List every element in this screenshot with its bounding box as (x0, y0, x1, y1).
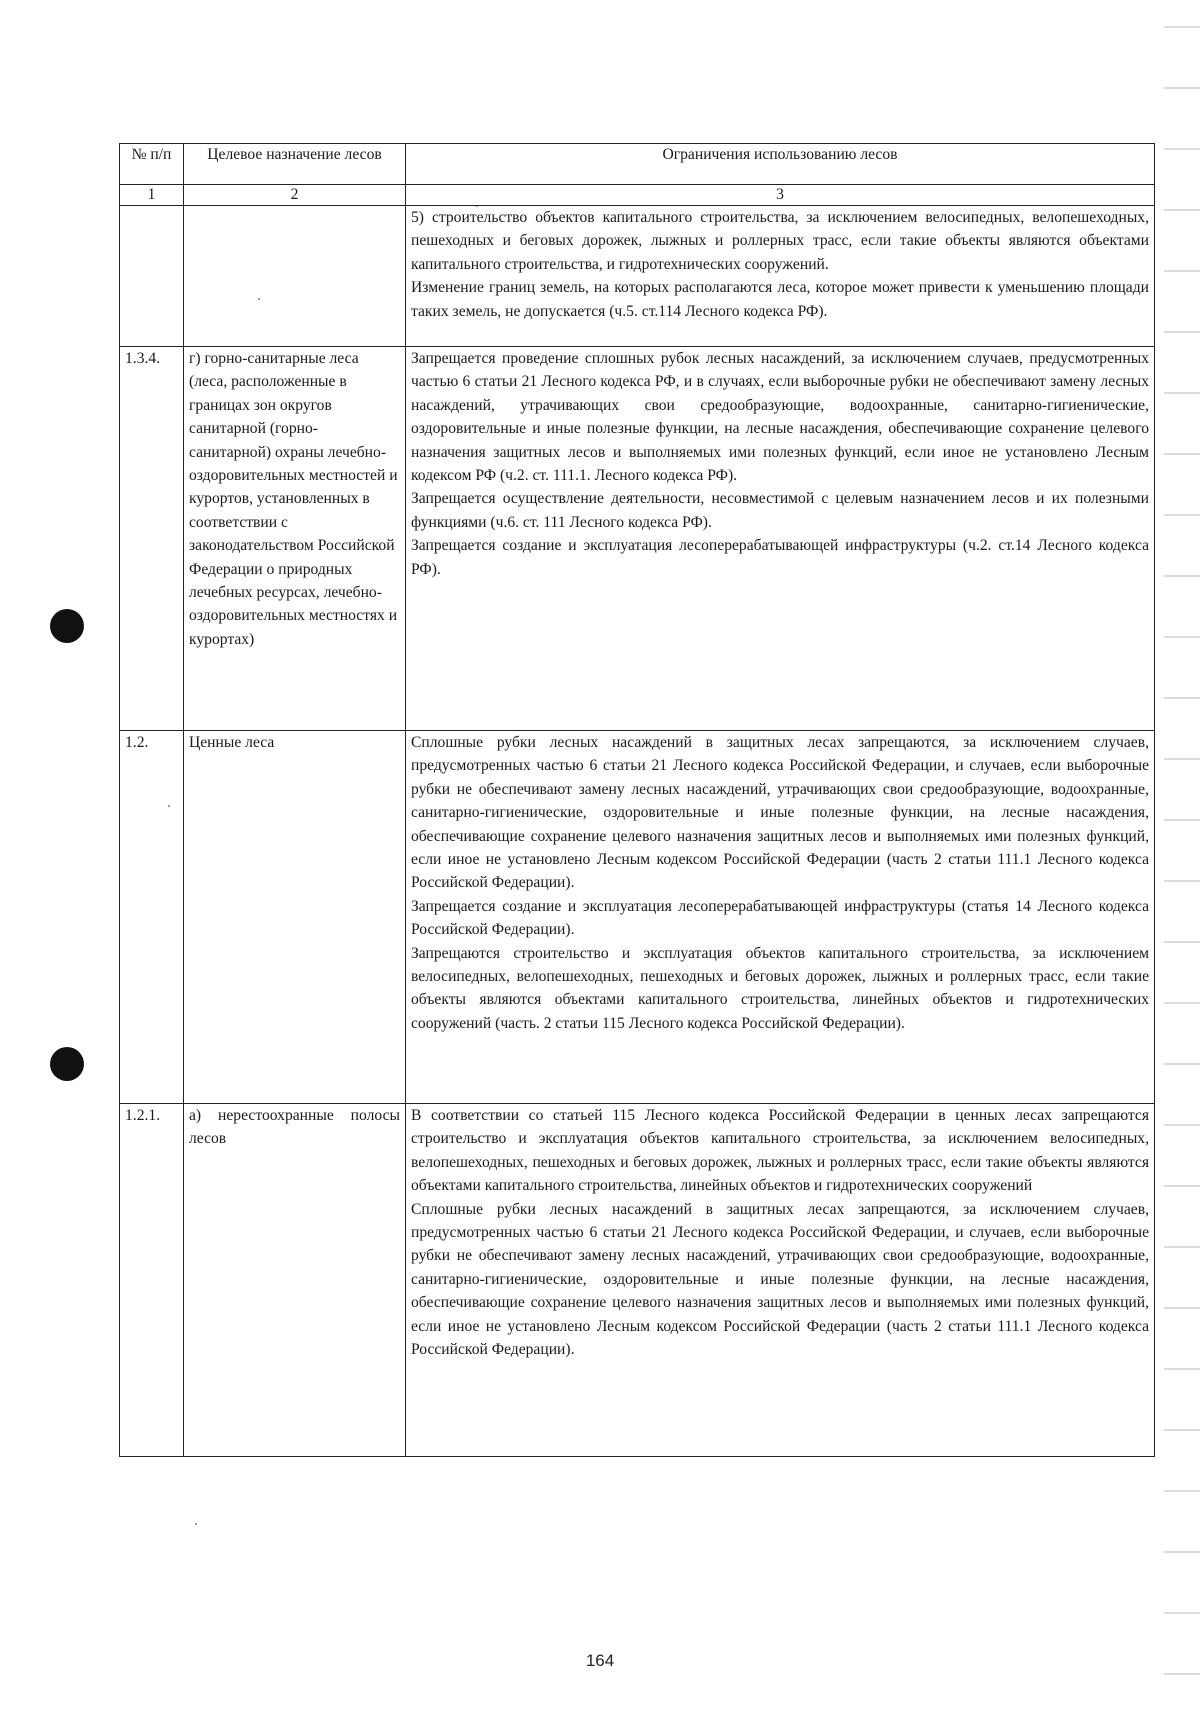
restriction-paragraph: Запрещается создание и эксплуатация лесоперерабатывающей инфраструктуры (статья 14 Лесного кодекса Российской Федерации). (411, 897, 1149, 939)
punch-hole-top (50, 609, 84, 643)
punch-hole-bottom (50, 1047, 84, 1081)
table-header-row (120, 144, 1155, 185)
row-number: 1.2.1. (120, 1104, 184, 1457)
restriction-paragraph: Запрещаются строительство и эксплуатация объектов капитального строительства, за исключением велосипедных, велопешеходных, пешеходных и беговых дорожек, лыжных и роллерных трасс, если такие объекты являются объектами капитального строительства, линейных объектов и гидротехнических сооружений (часть. 2 статьи 115 Лесного кодекса Российской Федерации). (411, 944, 1149, 1032)
row-purpose: а) нерестоохранные полосы лесов (184, 1104, 406, 1457)
table-row (120, 347, 1155, 731)
row-number: 1.3.4. (120, 347, 184, 731)
row-purpose: Ценные леса (184, 731, 406, 1104)
scan-speck (195, 1523, 197, 1525)
row-purpose: г) горно-санитарные леса (леса, расположенные в границах зон округов санитарной (горно-санитарной) охраны лечебно-оздоровительных местностей и курортов, установленных в соответствии с законодательством Российской Федерации о природных лечебных ресурсах, лечебно-оздоровительных местностях и курортах) (184, 347, 406, 731)
column-index: 3 (406, 185, 1155, 206)
header-restrictions: Ограничения использованию лесов (406, 144, 1155, 185)
row-restrictions (406, 347, 1155, 731)
header-number: № п/п (120, 144, 184, 185)
table-row (120, 1104, 1155, 1457)
row-number: 1.2. (120, 731, 184, 1104)
restriction-paragraph: Сплошные рубки лесных насаждений в защитных лесах запрещаются, за исключением случаев, предусмотренных частью 6 статьи 21 Лесного кодекса Российской Федерации, и случаев, если выборочные рубки не обеспечивают замену лесных насаждений, утрачивающих свои средообразующие, водоохранные, санитарно-гигиенические, оздоровительные и иные полезные функции, на лесные насаждения, обеспечивающие сохранение целевого назначения защитных лесов и выполняемых ими полезных функций, если иное не установлено Лесным кодексом Российской Федерации (часть 2 статьи 111.1 Лесного кодекса Российской Федерации). (411, 734, 1149, 892)
row-restrictions (406, 731, 1155, 1104)
restriction-paragraph: Изменение границ земель, на которых располагаются леса, которое может привести к уменьшению площади таких земель, не допускается (ч.5. ст.114 Лесного кодекса РФ). (411, 279, 1149, 320)
restriction-paragraph: Сплошные рубки лесных насаждений в защитных лесах запрещаются, за исключением случаев, предусмотренных частью 6 статьи 21 Лесного кодекса Российской Федерации, и случаев, если выборочные рубки не обеспечивают замену лесных насаждений, утрачивающих свои средообразующие, водоохранные, санитарно-гигиенические, оздоровительные и иные полезные функции, на лесные насаждения, обеспечивающие сохранение целевого назначения защитных лесов и выполняемых ими полезных функций, если иное не установлено Лесным кодексом Российской Федерации (часть 2 статьи 111.1 Лесного кодекса Российской Федерации). (411, 1200, 1149, 1359)
row-number (120, 206, 184, 347)
scan-edge-marks (1164, 0, 1200, 1712)
page-number: 164 (585, 1651, 615, 1670)
row-restrictions (406, 206, 1155, 347)
restriction-paragraph: 5) строительство объектов капитального строительства, за исключением велосипедных, велопешеходных, пешеходных и беговых дорожек, лыжных и роллерных трасс, если такие объекты являются объектами капитального строительства, и гидротехнических сооружений. (411, 209, 1149, 273)
column-index: 1 (120, 185, 184, 206)
row-restrictions (406, 1104, 1155, 1457)
header-purpose: Целевое назначение лесов (184, 144, 406, 185)
row-purpose (184, 206, 406, 347)
table-row (120, 731, 1155, 1104)
forest-restrictions-table (119, 143, 1155, 1457)
table-row (120, 206, 1155, 347)
restriction-paragraph: Запрещается проведение сплошных рубок лесных насаждений, за исключением случаев, предусмотренных частью 6 статьи 21 Лесного кодекса РФ, и в случаях, если выборочные рубки не обеспечивают замену лесных насаждений, утрачивающих свои средообразующие, водоохранные, санитарно-гигиенические, оздоровительные и иные полезные функции, на лесные насаждения, обеспечивающие сохранение целевого назначения защитных лесов и выполняемых ими полезных функций, если иное не установлено Лесным кодексом РФ (ч.2. ст. 111.1. Лесного кодекса РФ). (411, 350, 1149, 485)
restriction-paragraph: Запрещается осуществление деятельности, несовместимой с целевым назначением лесов и их полезными функциями (ч.6. ст. 111 Лесного кодекса РФ). (411, 490, 1149, 531)
column-index: 2 (184, 185, 406, 206)
column-index-row (120, 185, 1155, 206)
restriction-paragraph: В соответствии со статьей 115 Лесного кодекса Российской Федерации в ценных лесах запрещаются строительство и эксплуатация объектов капитального строительства, за исключением велосипедных, велопешеходных, пешеходных и беговых дорожек, лыжных и роллерных трасс, если такие объекты являются объектами капитального строительства, линейных объектов и гидротехнических сооружений (411, 1107, 1149, 1195)
restriction-paragraph: Запрещается создание и эксплуатация лесоперерабатывающей инфраструктуры (ч.2. ст.14 Лесного кодекса РФ). (411, 537, 1149, 578)
